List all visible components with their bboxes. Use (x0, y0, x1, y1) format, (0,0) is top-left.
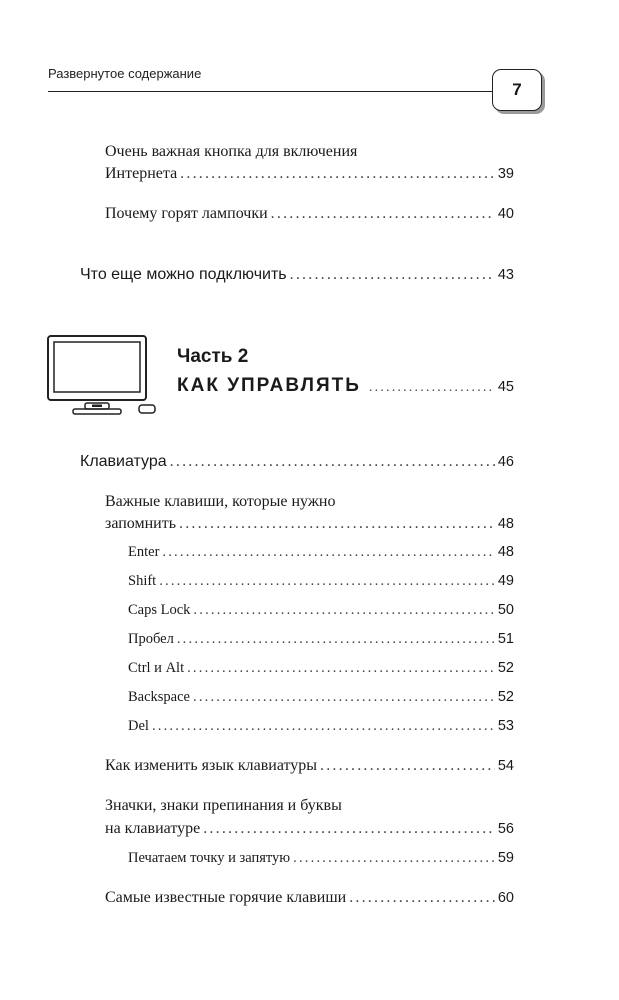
toc-entry[interactable] (128, 628, 514, 650)
leader-dots (349, 887, 495, 909)
leader-dots (203, 818, 495, 840)
toc-entry[interactable] (128, 657, 514, 679)
toc-page-number: 53 (497, 718, 514, 734)
toc-entry-title: Caps Lock (128, 602, 191, 618)
toc-entry-title: Enter (128, 544, 160, 560)
toc-entry-title: запомнить (105, 515, 177, 532)
leader-dots (290, 264, 495, 286)
leader-dots (293, 847, 495, 869)
leader-dots (179, 513, 495, 535)
toc-entry[interactable] (105, 818, 514, 840)
toc-page-number: 56 (497, 821, 514, 837)
leader-dots (170, 451, 495, 473)
toc-entry[interactable] (80, 451, 514, 473)
leader-dots (193, 599, 494, 621)
leader-dots (180, 163, 495, 185)
toc-page-number: 60 (497, 890, 514, 906)
toc-page-number: 46 (497, 454, 514, 470)
toc-entry[interactable] (105, 513, 514, 535)
part-title: КАК УПРАВЛЯТЬ (177, 375, 361, 396)
toc-page-number: 49 (497, 573, 514, 589)
toc-entry[interactable] (105, 755, 514, 777)
part-label: Часть 2 (177, 346, 249, 367)
toc-entry-title: Клавиатура (80, 453, 167, 470)
toc-entry-first-line[interactable]: Очень важная кнопка для включения (105, 143, 358, 160)
leader-dots (193, 686, 495, 708)
leader-dots (162, 541, 494, 563)
toc-page-number: 48 (497, 516, 514, 532)
toc-page-number: 45 (497, 379, 514, 395)
toc-entry-title: Что еще можно подключить (80, 266, 287, 283)
leader-dots (271, 203, 495, 225)
leader-dots (187, 657, 495, 679)
leader-dots (369, 380, 495, 396)
toc-entry-title: Ctrl и Alt (128, 660, 185, 676)
toc-page-number: 40 (497, 206, 514, 222)
toc-entry-first-line[interactable]: Значки, знаки препинания и буквы (105, 797, 342, 814)
toc-entry[interactable] (80, 264, 514, 286)
toc-page-number: 48 (497, 544, 514, 560)
leader-dots (152, 715, 495, 737)
toc-entry-title: Shift (128, 573, 157, 589)
toc-entry[interactable] (128, 570, 514, 592)
header-rule (48, 91, 492, 92)
toc-entry[interactable] (105, 163, 514, 185)
toc-entry-title: Интернета (105, 165, 178, 182)
toc-entry-title: Как изменить язык клавиатуры (105, 757, 318, 774)
toc-entry-title: Печатаем точку и запятую (128, 850, 291, 866)
toc-page-number: 43 (497, 267, 514, 283)
toc-entry[interactable] (105, 203, 514, 225)
toc-entry[interactable] (128, 541, 514, 563)
toc-entry-title: на клавиатуре (105, 820, 201, 837)
leader-dots (320, 755, 495, 777)
toc-entry[interactable] (128, 599, 514, 621)
computer-monitor-icon (46, 334, 158, 416)
toc-page-number: 51 (497, 631, 514, 647)
toc-entry-title: Почему горят лампочки (105, 205, 268, 222)
part-title-row[interactable] (177, 375, 514, 397)
toc-entry-title: Самые известные горячие клавиши (105, 889, 347, 906)
toc-page-number: 50 (497, 602, 514, 618)
toc-entry[interactable] (128, 847, 514, 869)
leader-dots (159, 570, 495, 592)
toc-entry[interactable] (128, 715, 514, 737)
toc-entry-title: Backspace (128, 689, 190, 705)
toc-page-number: 54 (497, 758, 514, 774)
toc-page-number: 39 (497, 166, 514, 182)
toc-entry-title: Del (128, 718, 149, 734)
toc-entry-first-line[interactable]: Важные клавиши, которые нужно (105, 493, 336, 510)
toc-page-number: 52 (497, 660, 514, 676)
running-header-title: Развернутое содержание (48, 66, 202, 81)
toc-page-number: 59 (497, 850, 514, 866)
toc-entry[interactable] (105, 887, 514, 909)
page-number-badge: 7 (492, 69, 542, 111)
leader-dots (177, 628, 495, 650)
toc-page-number: 52 (497, 689, 514, 705)
toc-entry-title: Пробел (128, 631, 174, 647)
toc-entry[interactable] (128, 686, 514, 708)
